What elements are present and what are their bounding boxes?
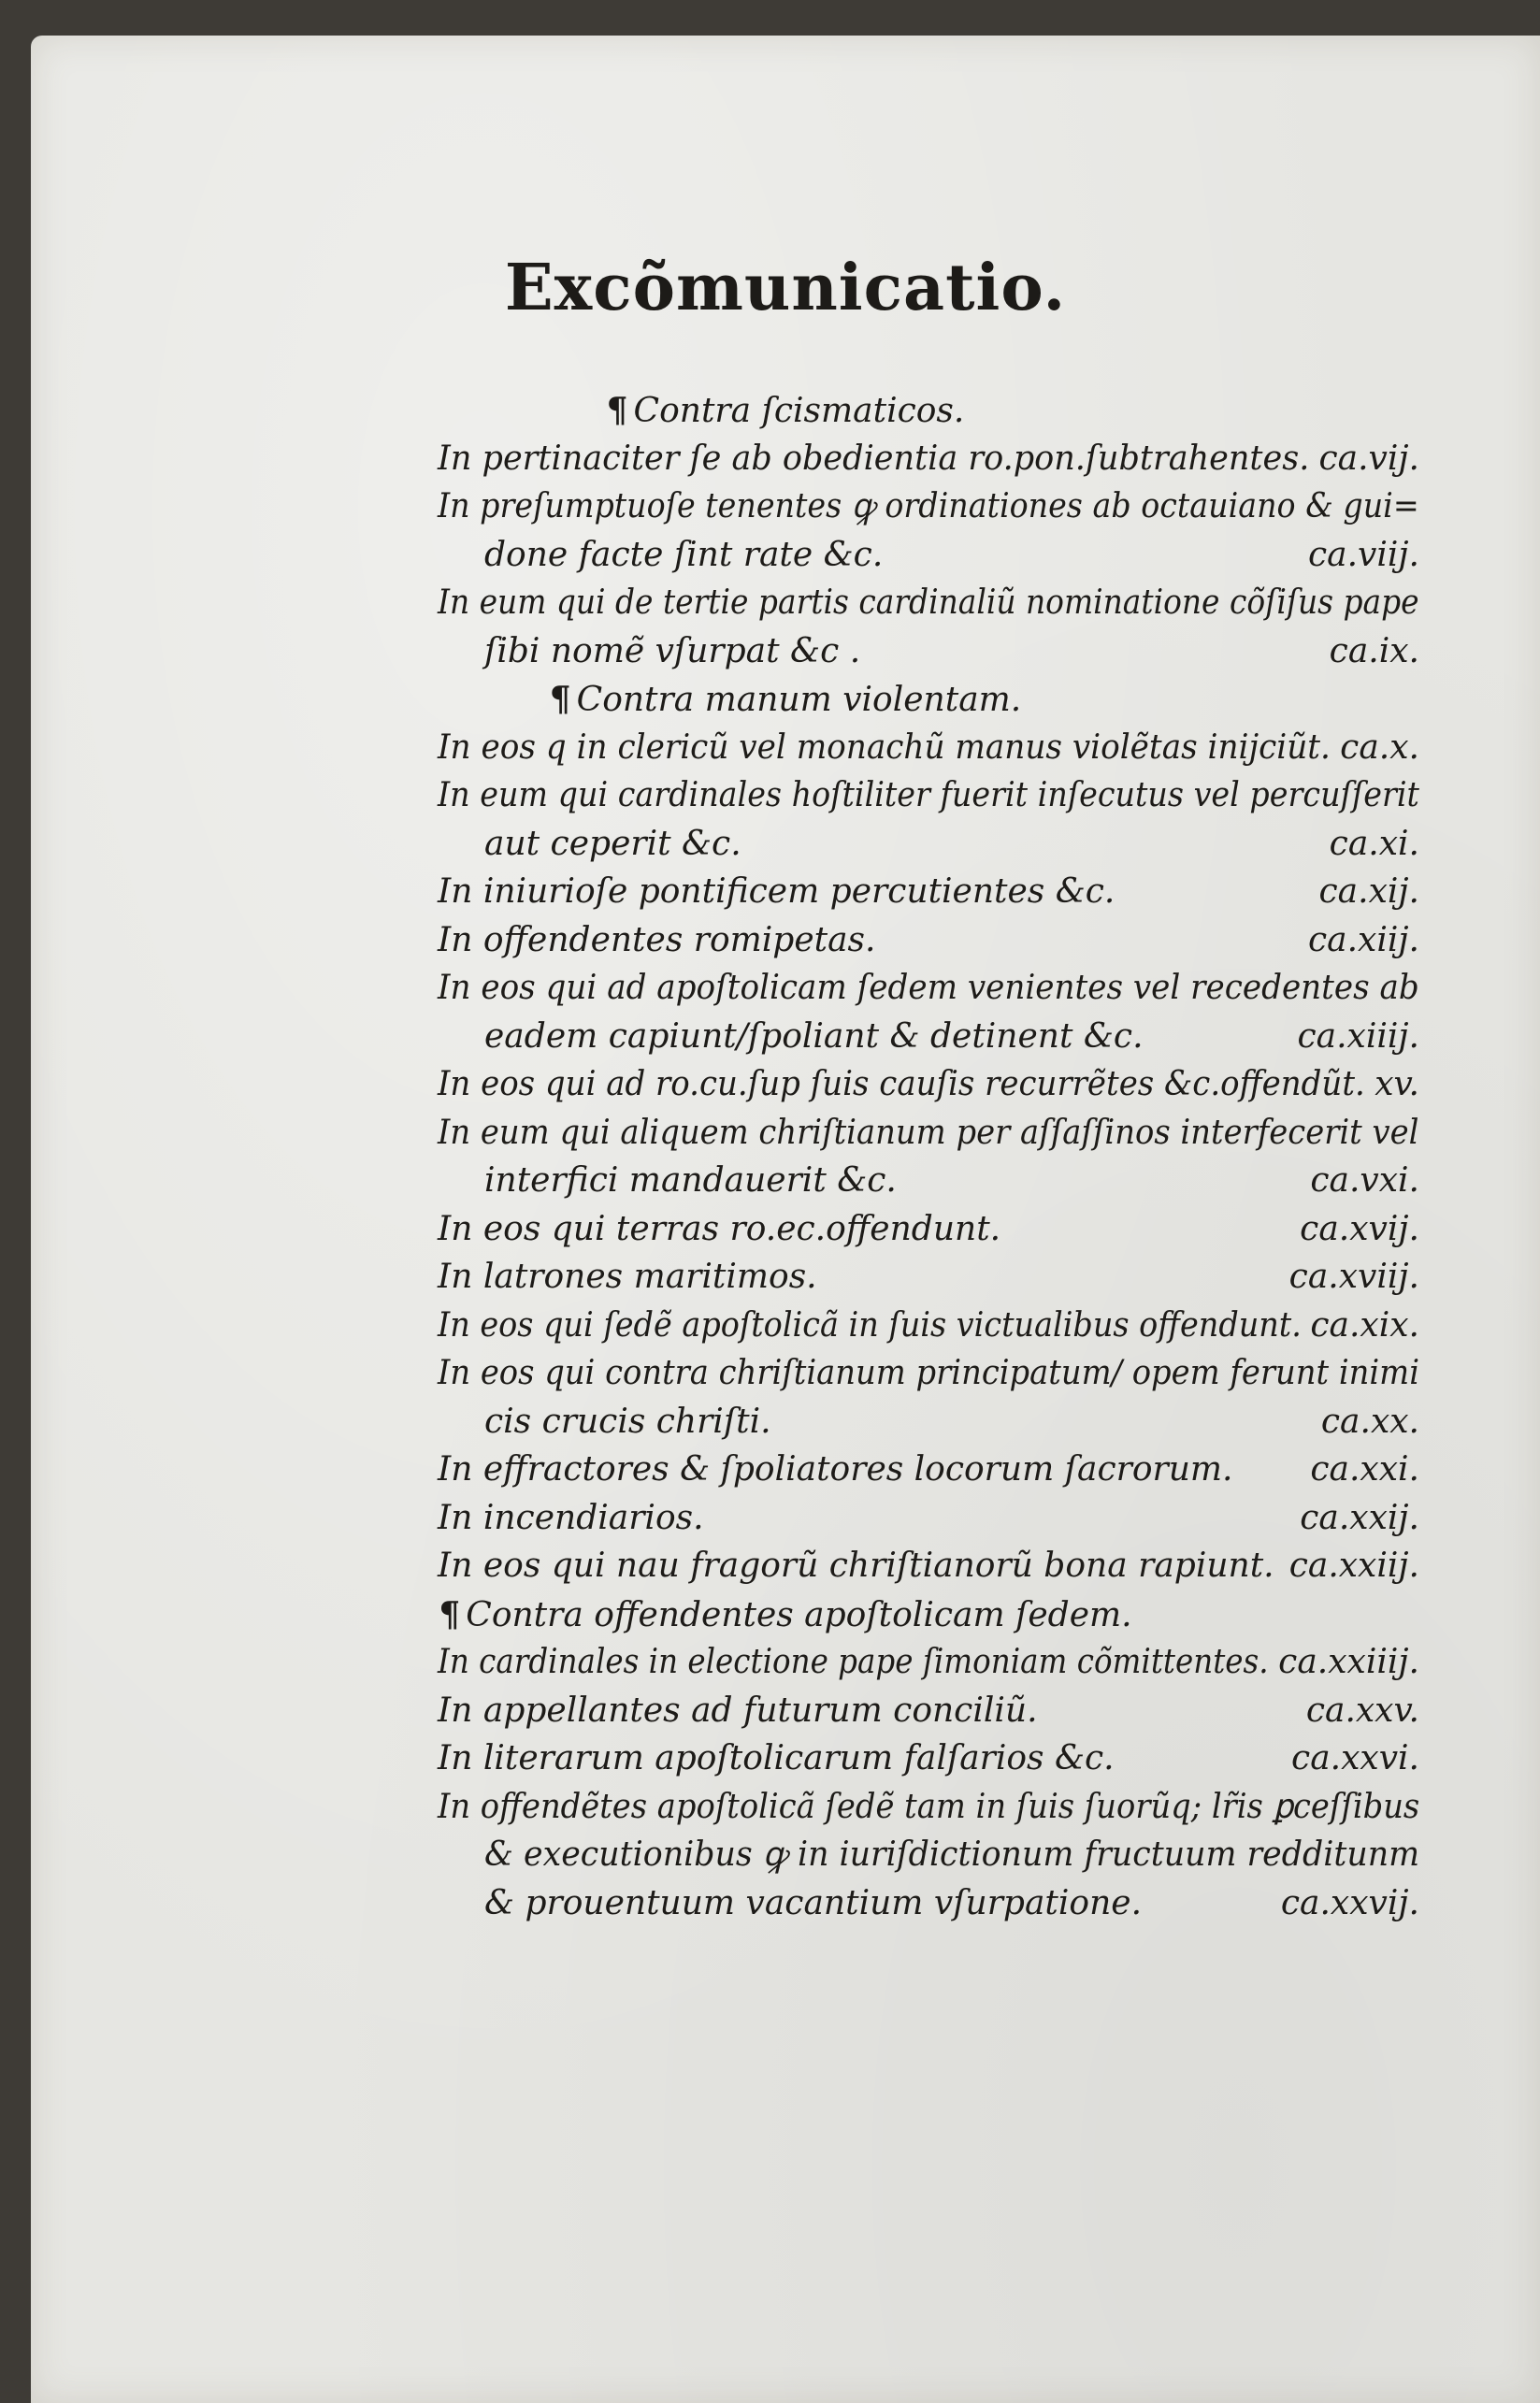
index-entry-line xyxy=(438,1302,1419,1350)
index-entry-line xyxy=(438,1687,1419,1735)
chapter-reference: ca.xx. xyxy=(1320,1402,1419,1441)
chapter-reference: ca.xviij. xyxy=(1288,1258,1419,1296)
entry-text: In eos qui ſedẽ apoſtolicã in ſuis victualibus offendunt. xyxy=(438,1305,1302,1345)
index-entry-line xyxy=(438,531,1419,580)
chapter-reference: ca.xiij. xyxy=(1307,920,1419,959)
entry-text: aut ceperit &c. xyxy=(484,824,741,863)
entry-text: In literarum apoſtolicarum falſarios &c. xyxy=(438,1739,1115,1777)
chapter-reference: ca.xxvij. xyxy=(1280,1883,1419,1922)
pilcrow-mark: ¶ xyxy=(606,391,628,430)
entry-text: done facte ſint rate &c. xyxy=(484,535,884,574)
section-heading-text: Contra offendentes apoſtolicam ſedem. xyxy=(466,1595,1132,1634)
section-heading-text: Contra manum violentam. xyxy=(576,681,1022,719)
entry-text: In pertinaciter ſe ab obedientia ro.pon.ſubtrahentes. xyxy=(438,439,1310,478)
section-heading xyxy=(31,386,1540,435)
index-entry-line xyxy=(438,1831,1419,1879)
index-entry-line xyxy=(438,1446,1419,1494)
manuscript-page xyxy=(31,36,1540,2403)
index-entry-line xyxy=(438,1205,1419,1254)
index-entry-line xyxy=(438,1734,1419,1783)
chapter-reference: ca.xxvi. xyxy=(1291,1739,1419,1777)
entry-text: In eos qui ad apoſtolicam ſedem venientes vel recedentes ab xyxy=(438,969,1419,1007)
index-entry-line xyxy=(438,1060,1419,1109)
entry-text: In eos qui nau fragorũ chriſtianorũ bona rapiunt. xyxy=(438,1547,1274,1585)
entry-text: cis crucis chriſti. xyxy=(484,1402,771,1441)
index-entry-line xyxy=(438,1349,1419,1398)
entry-text: In iniurioſe pontificem percutientes &c. xyxy=(438,872,1115,911)
entry-text: In eos qui terras ro.ec.offendunt. xyxy=(438,1209,1001,1248)
entry-text: In cardinales in electione pape ſimoniam cõmittentes. xyxy=(438,1643,1269,1681)
chapter-reference: ca.ix. xyxy=(1329,631,1419,670)
entry-text: & prouentuum vacantium vſurpatione. xyxy=(484,1883,1143,1922)
pilcrow-mark: ¶ xyxy=(549,680,571,719)
entry-text: In appellantes ad futurum conciliũ. xyxy=(438,1691,1038,1730)
index-entry-line xyxy=(438,627,1419,676)
chapter-reference: ca.viij. xyxy=(1307,535,1419,574)
entry-text: In eum qui aliquem chriſtianum per aſſaſſinos interfecerit vel xyxy=(438,1113,1419,1152)
chapter-reference: ca.xxi. xyxy=(1310,1450,1419,1489)
chapter-reference: ca.xxv. xyxy=(1305,1691,1419,1730)
entry-text: eadem capiunt/ſpoliant & detinent &c. xyxy=(484,1016,1144,1056)
chapter-reference: ca.x. xyxy=(1340,727,1419,767)
index-entry-line xyxy=(438,579,1419,627)
page-title: Excõmunicatio. xyxy=(504,251,1067,325)
index-entry-line xyxy=(438,1253,1419,1302)
chapter-reference: ca.xij. xyxy=(1318,872,1419,911)
chapter-reference: ca.xvij. xyxy=(1300,1209,1419,1248)
entry-text: In offendẽtes apoſtolicã ſedẽ tam in ſuis ſuorũq; lr̃is ꝑceſſibus xyxy=(438,1787,1420,1826)
entry-text: In eum qui de tertie partis cardinaliũ nominatione cõſiſus pape xyxy=(438,583,1419,622)
index-entry-line xyxy=(438,1494,1419,1543)
index-entry-line xyxy=(438,435,1419,483)
chapter-reference: ca.xxij. xyxy=(1300,1498,1419,1537)
index-entry-line xyxy=(438,1013,1419,1061)
pilcrow-mark: ¶ xyxy=(439,1594,461,1634)
entry-text: In effractores & ſpoliatores locorum ſacrorum. xyxy=(438,1450,1233,1489)
chapter-reference: ca.vij. xyxy=(1318,439,1419,478)
entry-text: In offendentes romipetas. xyxy=(438,920,876,959)
chapter-reference: ca.xix. xyxy=(1310,1305,1419,1345)
chapter-reference: ca.vxi. xyxy=(1310,1161,1419,1200)
entry-text: In eos qui contra chriſtianum principatum/ opem ferunt inimi xyxy=(438,1354,1420,1392)
entry-text: In eum qui cardinales hoſtiliter fuerit inſecutus vel percuſſerit xyxy=(438,776,1419,814)
index-entry-line xyxy=(438,724,1419,772)
index-entry-line xyxy=(438,820,1419,869)
chapter-reference: ca.xxiiij. xyxy=(1278,1643,1419,1681)
index-entry-line xyxy=(438,964,1419,1013)
chapter-reference: ca.xiiij. xyxy=(1297,1016,1419,1056)
section-heading xyxy=(31,675,1540,724)
index-entry-line xyxy=(438,771,1419,820)
entry-text: & executionibus ꝙ in iuriſdictionum fructuum redditunm xyxy=(484,1835,1420,1874)
index-entry-line xyxy=(438,1157,1419,1205)
index-entry-line xyxy=(438,868,1419,916)
index-entry-line xyxy=(438,482,1419,531)
entry-text: In latrones maritimos. xyxy=(438,1258,817,1296)
entry-text: In eos qui ad ro.cu.ſup ſuis cauſis recurrẽtes &c.offendũt. xyxy=(438,1065,1365,1103)
index-entry-line xyxy=(438,916,1419,965)
entry-text: interfici mandauerit &c. xyxy=(484,1161,897,1200)
index-entry-line xyxy=(438,1879,1419,1928)
chapter-reference: ca.xi. xyxy=(1329,824,1419,863)
entry-text: In incendiarios. xyxy=(438,1498,704,1537)
entry-text: In preſumptuoſe tenentes ꝙ ordinationes ab octauiano & gui= xyxy=(438,487,1419,525)
index-entry-line xyxy=(438,1783,1419,1832)
index-entry-line xyxy=(438,1109,1419,1158)
section-heading xyxy=(31,1590,1540,1639)
entry-text: In eos q in clericũ vel monachũ manus violẽtas inijciũt. xyxy=(438,727,1331,767)
index-entry-line xyxy=(438,1542,1419,1590)
entry-text: ſibi nomẽ vſurpat &c . xyxy=(484,631,861,670)
section-heading-text: Contra ſcismaticos. xyxy=(633,392,965,430)
index-entry-line xyxy=(438,1638,1419,1687)
index-entry-line xyxy=(438,1398,1419,1446)
chapter-reference: xv. xyxy=(1374,1065,1419,1103)
chapter-reference: ca.xxiij. xyxy=(1288,1547,1419,1585)
